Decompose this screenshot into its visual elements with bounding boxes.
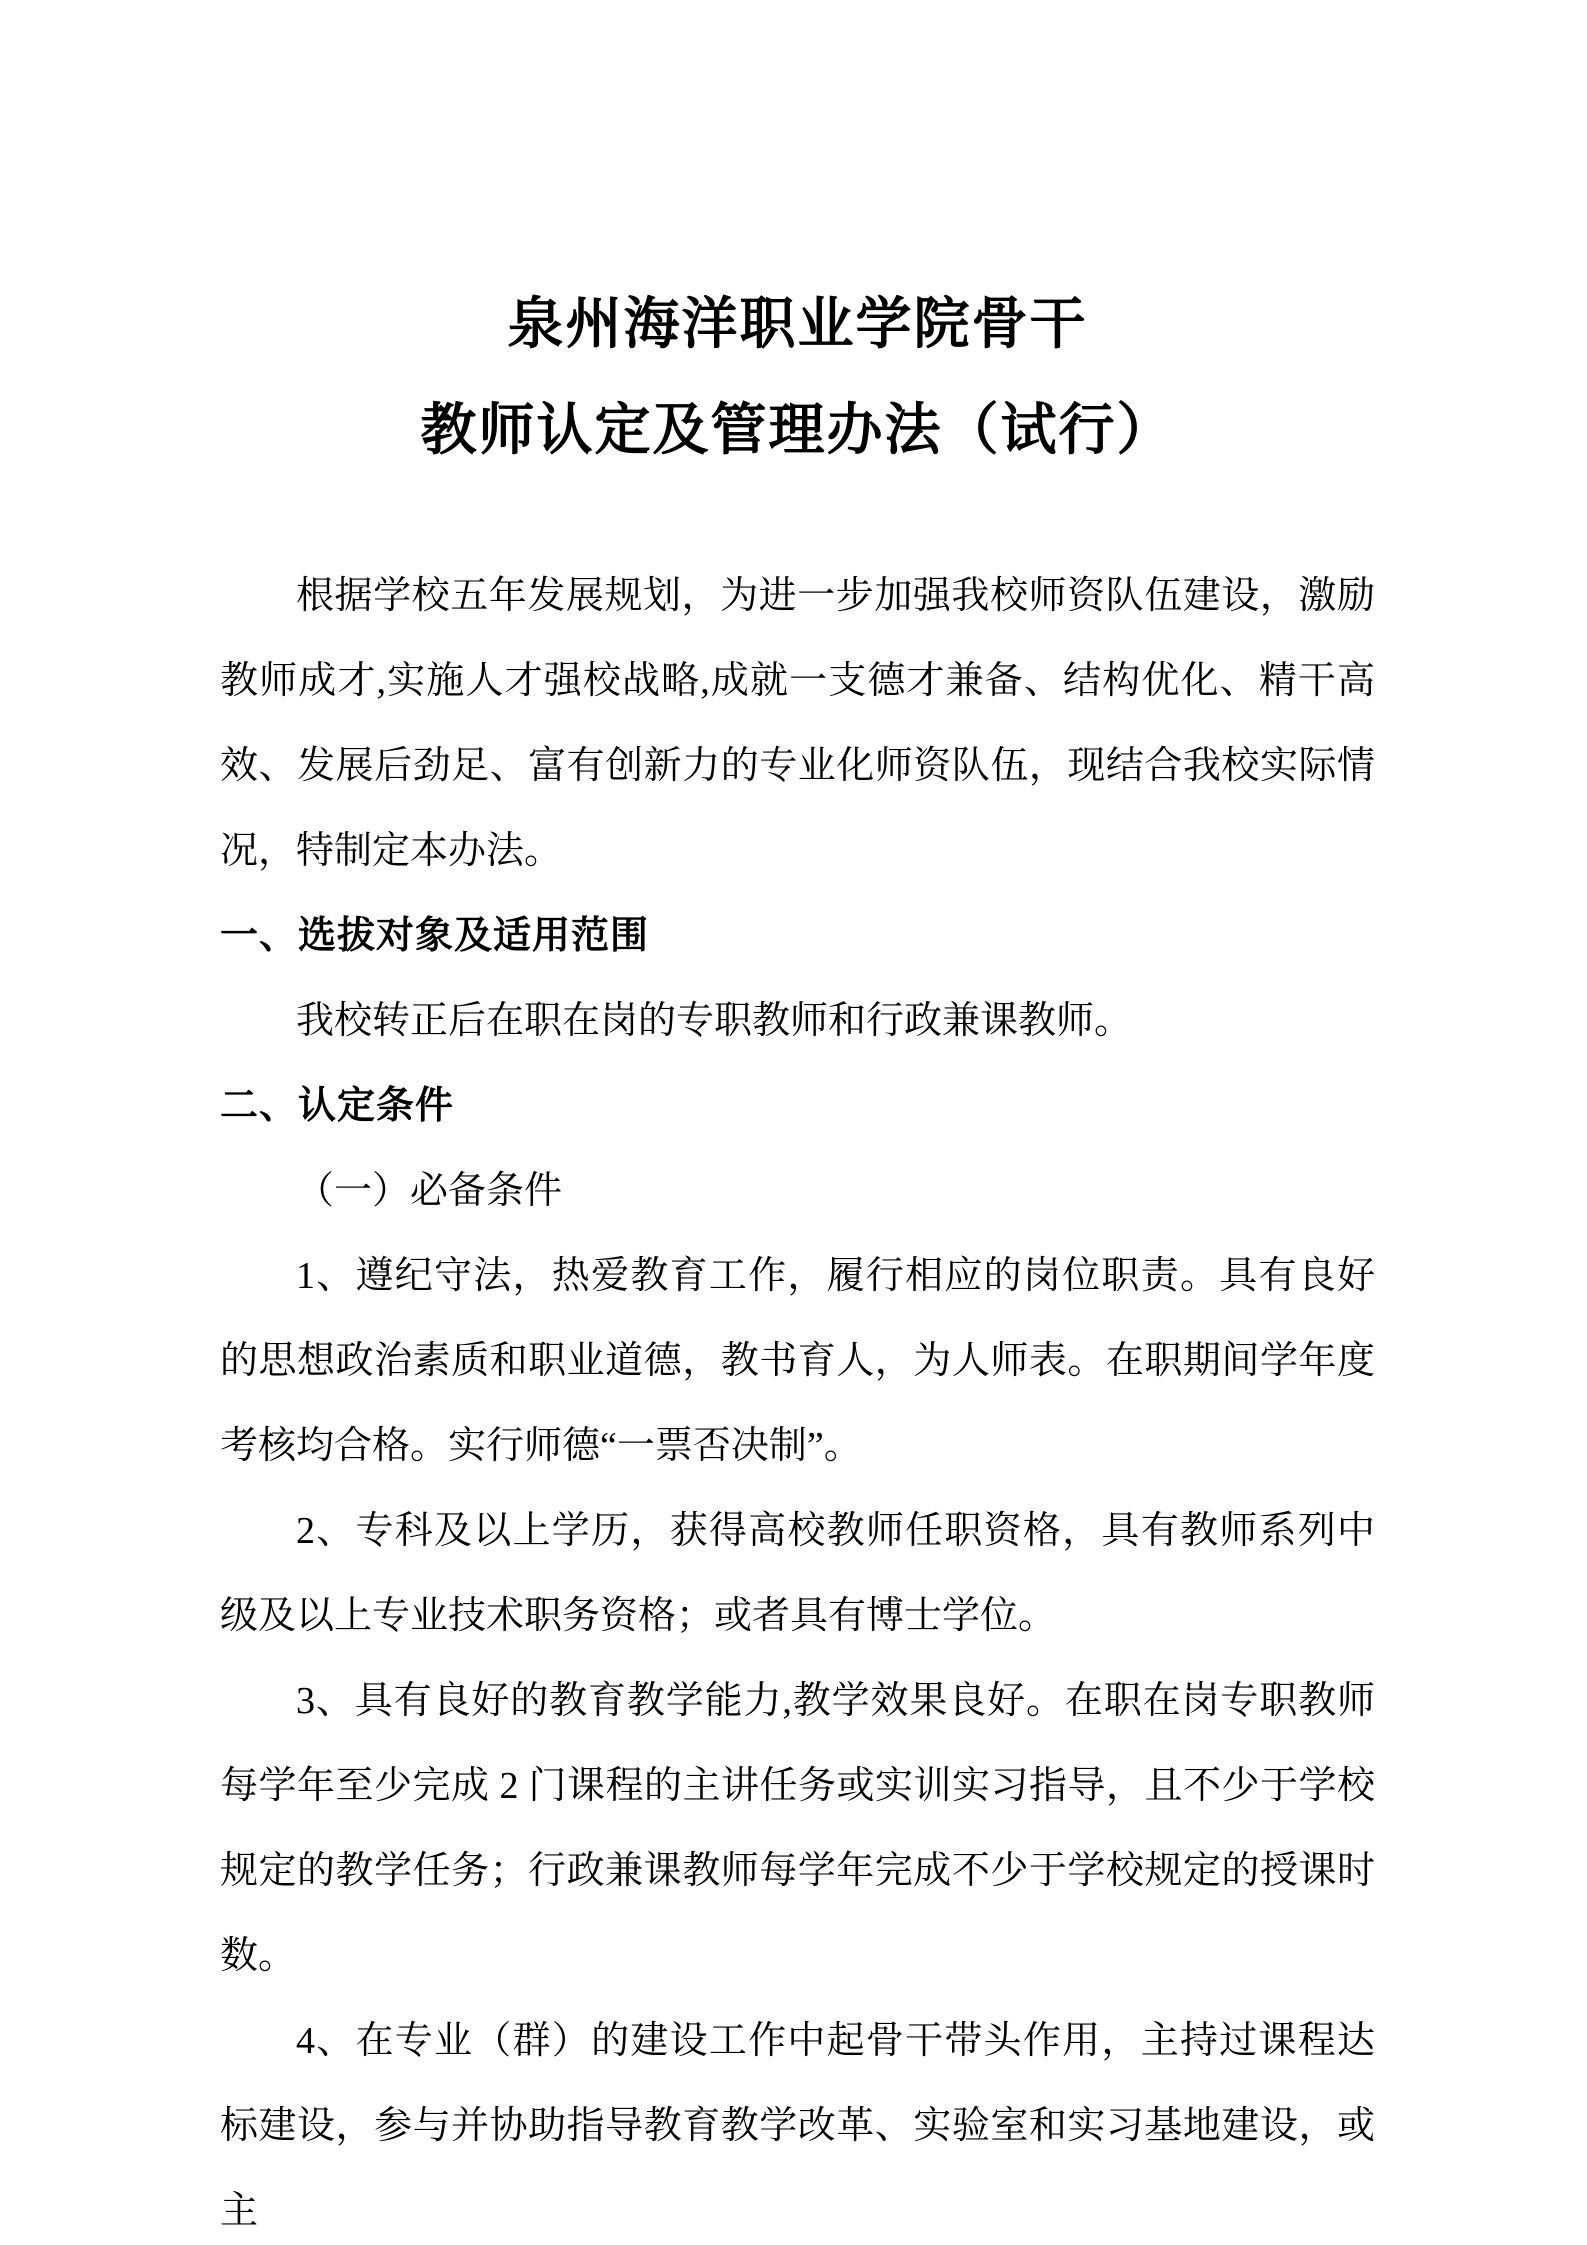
paragraph-condition-2: 2、专科及以上学历，获得高校教师任职资格，具有教师系列中级及以上专业技术职务资格；或者具有博士学位。 <box>220 1510 1375 1637</box>
paragraph-scope: 我校转正后在职在岗的专职教师和行政兼课教师。 <box>296 1000 1133 1042</box>
paragraph-intro: 根据学校五年发展规划，为进一步加强我校师资队伍建设，激励教师成才,实施人才强校战略,成就一支德才兼备、结构优化、精干高效、发展后劲足、富有创新力的专业化师资队伍，现结合我校实际情况，特制定本办法。 <box>220 575 1375 872</box>
heading-section-2-criteria: 二、认定条件 <box>220 1085 455 1127</box>
paragraph-condition-4: 4、在专业（群）的建设工作中起骨干带头作用，主持过课程达标建设，参与并协助指导教育教学改革、实验室和实习基地建设，或主 <box>220 2020 1375 2232</box>
document-title-line-1: 泉州海洋职业学院骨干 <box>507 294 1088 356</box>
document-title-line-2: 教师认定及管理办法（试行） <box>420 400 1175 462</box>
subheading-required-conditions: （一）必备条件 <box>296 1170 563 1212</box>
document-title <box>220 272 1375 484</box>
paragraph-condition-1: 1、遵纪守法，热爱教育工作，履行相应的岗位职责。具有良好的思想政治素质和职业道德，教书育人，为人师表。在职期间学年度考核均合格。实行师德“一票否决制”。 <box>220 1255 1375 1467</box>
paragraph-condition-3: 3、具有良好的教育教学能力,教学效果良好。在职在岗专职教师每学年至少完成 2 门课程的主讲任务或实训实习指导，且不少于学校规定的教学任务；行政兼课教师每学年完成不少于学校规定的授课时数。 <box>220 1680 1375 1977</box>
document-body <box>220 554 1375 2245</box>
heading-section-1-scope: 一、选拔对象及适用范围 <box>220 915 650 957</box>
